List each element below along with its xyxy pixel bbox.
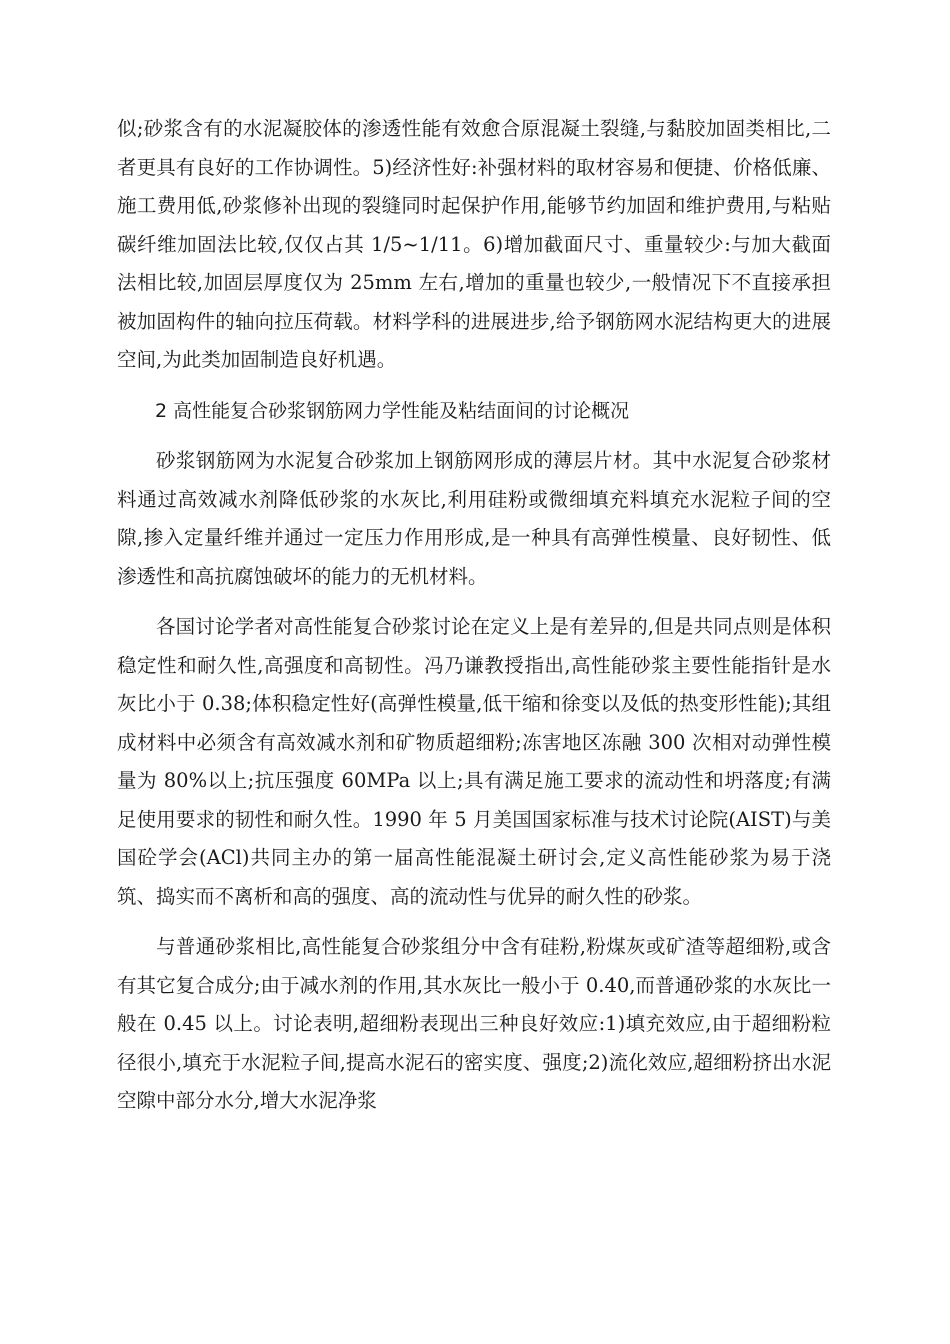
section-heading: 2 高性能复合砂浆钢筋网力学性能及粘结面间的讨论概况 [155, 399, 630, 422]
paragraph-high-performance-definition: 各国讨论学者对高性能复合砂浆讨论在定义上是有差异的,但是共同点则是体积稳定性和耐久性,高强度和高韧性。冯乃谦教授指出,高性能砂浆主要性能指针是水灰比小于 0.38;体积稳定性好(高弹性模量,低干缩和徐变以及低的热变形性能);其组成材料中必须含有高效减水剂和矿物质超细粉;冻害地区冻融 300 次相对动弹性模量为 80%以上;抗压强度 60MPa 以上;具有满足施工要求的流动性和坍落度;有满足使用要求的韧性和耐久性。1990 年 5 月美国国家标准与技术讨论院(AIST)与美国砼学会(ACl)共同主办的第一届高性能混凝土研讨会,定义高性能砂浆为易于浇筑、捣实而不离析和高的强度、高的流动性与优异的耐久性的砂浆。 [117, 615, 831, 908]
document-body [117, 110, 831, 1121]
paragraph-mortar-mesh-definition: 砂浆钢筋网为水泥复合砂浆加上钢筋网形成的薄层片材。其中水泥复合砂浆材料通过高效减水剂降低砂浆的水灰比,利用硅粉或微细填充料填充水泥粒子间的空隙,掺入定量纤维并通过一定压力作用形成,是一种具有高弹性模量、良好韧性、低渗透性和高抗腐蚀破坏的能力的无机材料。 [117, 449, 831, 588]
paragraph-comparison-ordinary-mortar: 与普通砂浆相比,高性能复合砂浆组分中含有硅粉,粉煤灰或矿渣等超细粉,或含有其它复合成分;由于减水剂的作用,其水灰比一般小于 0.40,而普通砂浆的水灰比一般在 0.45 以上。讨论表明,超细粉表现出三种良好效应:1)填充效应,由于超细粉粒径很小,填充于水泥粒子间,提高水泥石的密实度、强度;2)流化效应,超细粉挤出水泥空隙中部分水分,增大水泥净浆 [117, 935, 831, 1112]
paragraph-continuation: 似;砂浆含有的水泥凝胶体的渗透性能有效愈合原混凝土裂缝,与黏胶加固类相比,二者更具有良好的工作协调性。5)经济性好:补强材料的取材容易和便捷、价格低廉、施工费用低,砂浆修补出现的裂缝同时起保护作用,能够节约加固和维护费用,与粘贴碳纤维加固法比较,仅仅占其 1/5~1/11。6)增加截面尺寸、重量较少:与加大截面法相比较,加固层厚度仅为 25mm 左右,增加的重量也较少,一般情况下不直接承担被加固构件的轴向拉压荷载。材料学科的进展进步,给予钢筋网水泥结构更大的进展空间,为此类加固制造良好机遇。 [117, 117, 831, 371]
